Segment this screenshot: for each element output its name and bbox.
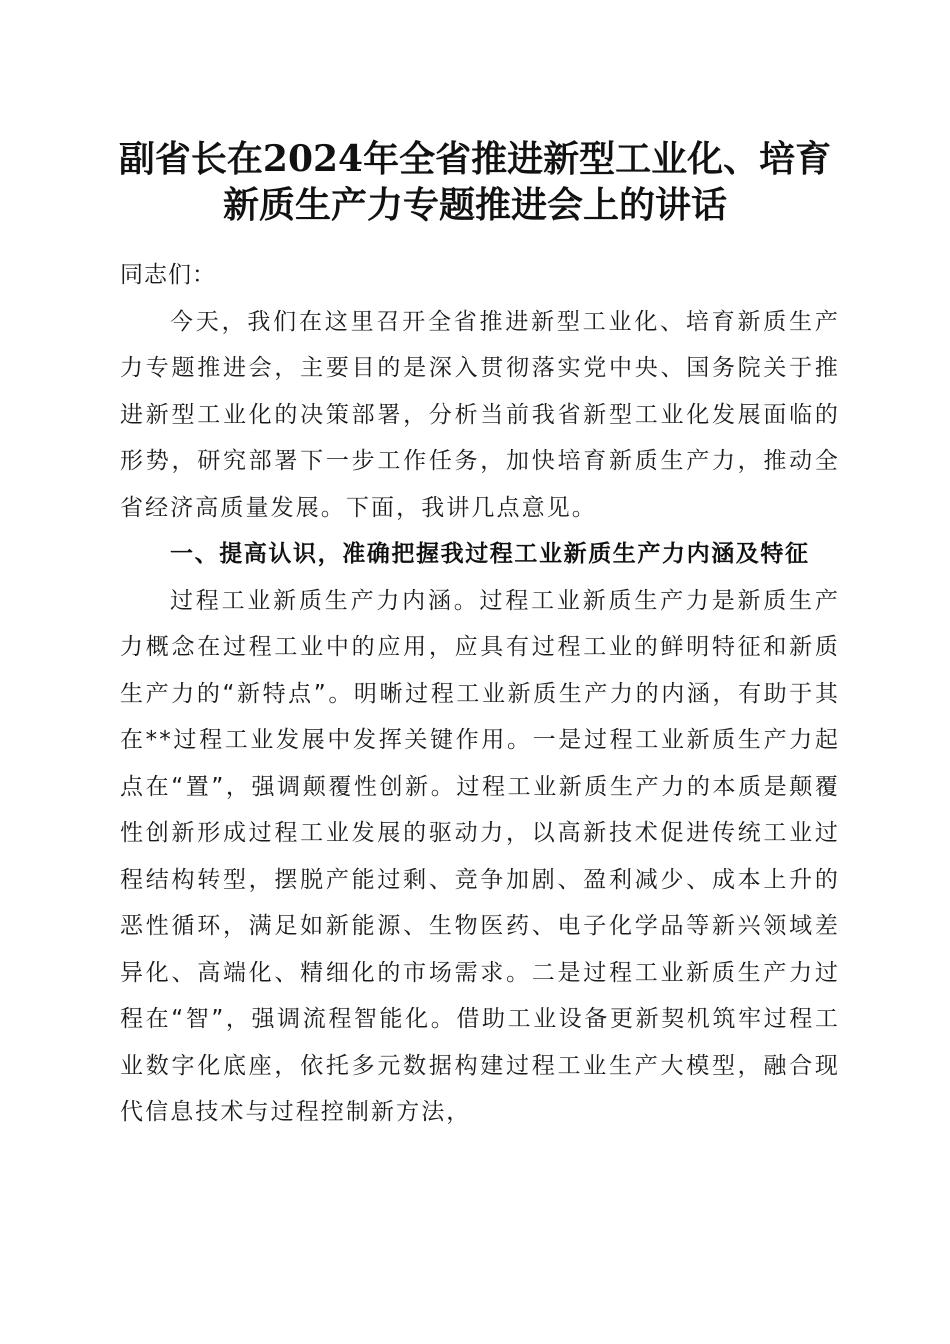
salutation: 同志们： xyxy=(120,262,216,288)
section-1-paragraph: 过程工业新质生产力内涵。过程工业新质生产力是新质生产力概念在过程工业中的应用，应具有过程工业的鲜明特征和新质生产力的“新特点”。明晰过程工业新质生产力的内涵，有助于其在**过程工业发展中发挥关键作用。一是过程工业新质生产力起点在“置”，强调颠覆性创新。过程工业新质生产力的本质是颠覆性创新形成过程工业发展的驱动力，以高新技术促进传统工业过程结构转型，摆脱产能过剩、竞争加剧、盈利减少、成本上升的恶性循环，满足如新能源、生物医药、电子化学品等新兴领域差异化、高端化、精细化的市场需求。二是过程工业新质生产力过程在“智”，强调流程智能化。借助工业设备更新契机筑牢过程工业数字化底座，依托多元数据构建过程工业生产大模型，融合现代信息技术与过程控制新方法， xyxy=(120,587,840,1125)
document-body xyxy=(120,252,840,1136)
title-line-2: 新质生产力专题推进会上的讲话 xyxy=(222,184,727,226)
document-title xyxy=(100,136,850,228)
section-heading-1: 一、提高认识，准确把握我过程工业新质生产力内涵及特征 xyxy=(170,541,810,567)
title-line-1: 副省长在2024年全省推进新型工业化、培育 xyxy=(118,138,832,180)
intro-paragraph: 今天，我们在这里召开全省推进新型工业化、培育新质生产力专题推进会，主要目的是深入贯彻落实党中央、国务院关于推进新型工业化的决策部署，分析当前我省新型工业化发展面临的形势，研究部署下一步工作任务，加快培育新质生产力，推动全省经济高质量发展。下面，我讲几点意见。 xyxy=(120,308,840,521)
